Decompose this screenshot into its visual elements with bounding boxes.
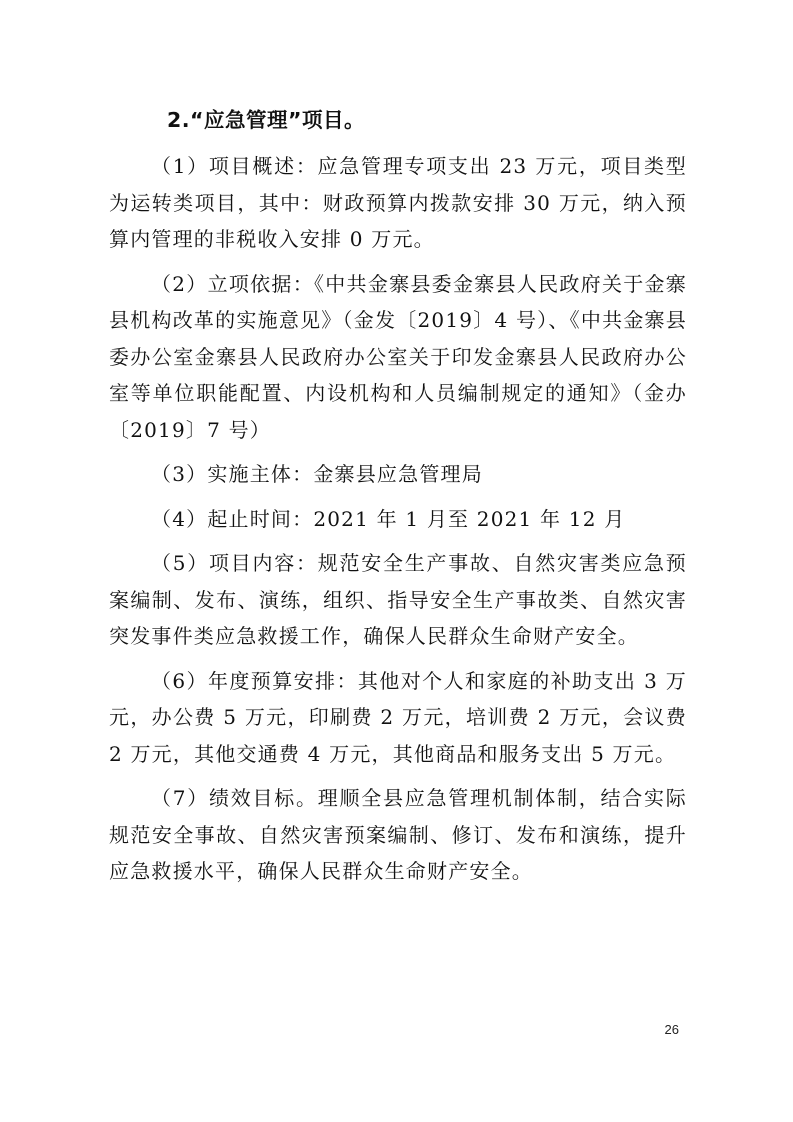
paragraph-period: （4）起止时间：2021 年 1 月至 2021 年 12 月	[151, 506, 626, 531]
paragraph-implementer: （3）实施主体：金寨县应急管理局	[151, 462, 483, 486]
paragraph-budget: （6）年度预算安排：其他对个人和家庭的补助支出 3 万元，办公费 5 万元，印刷费 2 万元，培训费 2 万元，会议费 2 万元，其他交通费 4 万元，其他商品和服务支出 5 万元。	[109, 668, 687, 766]
section-heading: 2.“应急管理”项目。	[167, 108, 365, 132]
page-number: 26	[664, 1022, 679, 1037]
paragraph-basis: （2）立项依据：《中共金寨县委金寨县人民政府关于金寨县机构改革的实施意见》（金发〔2019〕4 号）、《中共金寨县委办公室金寨县人民政府办公室关于印发金寨县人民政府办公室等单位职能配置、内设机构和人员编制规定的通知》（金办〔2019〕7 号）	[109, 271, 687, 442]
paragraph-goals: （7）绩效目标。理顺全县应急管理机制体制，结合实际规范安全事故、自然灾害预案编制、修订、发布和演练，提升应急救援水平，确保人民群众生命财产安全。	[109, 786, 687, 883]
document-body	[109, 102, 687, 898]
paragraph-overview: （1）项目概述：应急管理专项支出 23 万元，项目类型为运转类项目，其中：财政预算内拨款安排 30 万元，纳入预算内管理的非税收入安排 0 万元。	[109, 154, 687, 251]
paragraph-content: （5）项目内容：规范安全生产事故、自然灾害类应急预案编制、发布、演练，组织、指导安全生产事故类、自然灾害突发事件类应急救援工作，确保人民群众生命财产安全。	[109, 551, 687, 648]
